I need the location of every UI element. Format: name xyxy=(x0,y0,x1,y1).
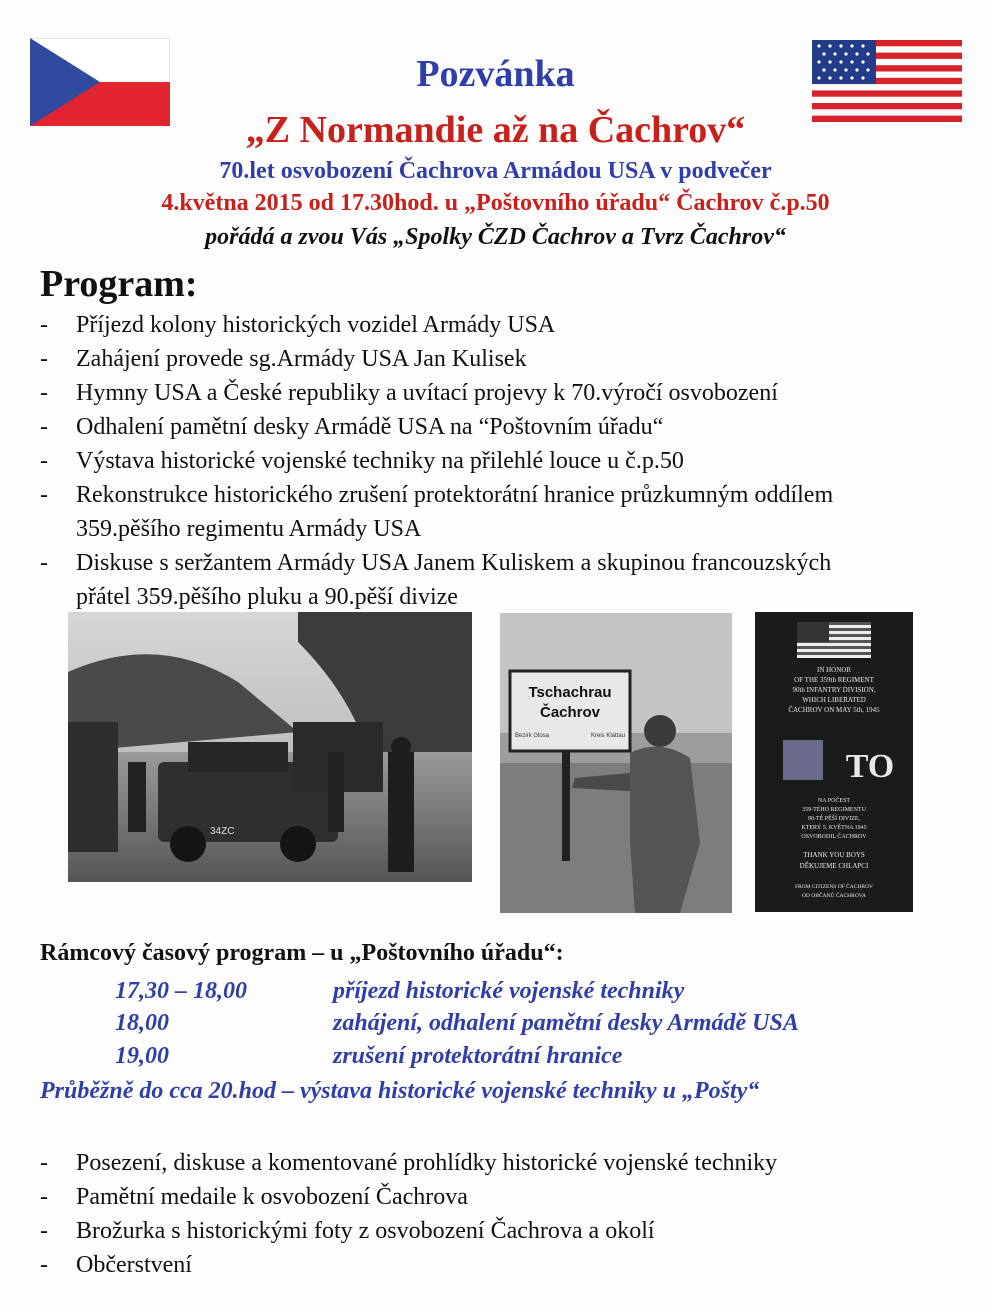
schedule-heading: Rámcový časový program – u „Poštovního úřadu“: xyxy=(40,940,564,966)
plaque-line: OD OBČANŮ ČACHROVA xyxy=(801,893,867,899)
list-item: - Občerstvení xyxy=(40,1252,192,1278)
plaque-line: DĚKUJEME CHLAPCI xyxy=(799,862,869,870)
list-item: - Odhalení pamětní desky Armádě USA na “Poštovním úřadu“ xyxy=(40,414,664,440)
plaque-line: IN HONOR xyxy=(816,666,852,674)
list-item: - Rekonstrukce historického zrušení protektorátní hranice průzkumným oddílem 359.pěšího regimentu Armády USA xyxy=(40,482,834,542)
plaque-line: ČACHROV ON MAY 5th, 1945 xyxy=(788,706,880,714)
program-heading: Program: xyxy=(40,263,198,305)
list-item: - Brožurka s historickými foty z osvobození Čachrova a okolí xyxy=(40,1218,655,1244)
date-location-line: 4.května 2015 od 17.30hod. u „Poštovního úřadu“ Čachrov č.p.50 xyxy=(161,190,830,216)
schedule-desc: zahájení, odhalení pamětní desky Armádě USA xyxy=(333,1010,799,1036)
sign-county-text: Kreis Klattau xyxy=(590,733,626,739)
organizers-line: pořádá a zvou Vás „Spolky ČZD Čachrov a Tvrz Čachrov“ xyxy=(205,224,786,250)
plaque-line: THANK YOU BOYS xyxy=(803,851,865,859)
sign-district-text: Bezirk Glosa xyxy=(514,733,550,739)
anniversary-line: 70.let osvobození Čachrova Armádou USA v podvečer xyxy=(219,158,772,184)
plaque-line: NA POČEST xyxy=(817,798,851,804)
invitation-title: Pozvánka xyxy=(416,53,575,95)
list-item: - Příjezd kolony historických vozidel Armády USA xyxy=(40,312,556,338)
event-subtitle: „Z Normandie až na Čachrov“ xyxy=(245,109,746,151)
plaque-line: 90-TÉ PĚŠÍ DIVIZE, xyxy=(807,816,861,822)
schedule-desc: zrušení protektorátní hranice xyxy=(333,1043,623,1069)
schedule-time: 19,00 xyxy=(115,1043,169,1069)
jeep-plate-text: 34ZC xyxy=(210,826,235,837)
sign-german-name: Tschachrau xyxy=(528,684,612,701)
plaque-line: KTERÝ 5. KVĚTNA 1945 xyxy=(801,825,867,831)
memorial-plaque-photo xyxy=(755,612,913,912)
list-item: - Hymny USA a České republiky a uvítací projevy k 70.výročí osvobození xyxy=(40,380,778,406)
sign-czech-name: Čachrov xyxy=(539,704,601,721)
program-list xyxy=(40,308,960,614)
list-item: - Posezení, diskuse a komentované prohlídky historické vojenské techniky xyxy=(40,1150,778,1176)
extras-list xyxy=(40,1146,960,1282)
plaque-line: OSVOBODIL ČACHROV xyxy=(801,834,867,840)
schedule-note: Průběžně do cca 20.hod – výstava historické vojenské techniky u „Pošty“ xyxy=(40,1078,760,1104)
plaque-line: WHICH LIBERATED xyxy=(802,696,866,704)
plaque-line: 359-TÉHO REGIMENTU xyxy=(802,807,866,813)
schedule-time: 17,30 – 18,00 xyxy=(115,978,247,1004)
regiment-badge-icon xyxy=(783,740,823,780)
list-item: - Výstava historické vojenské techniky na přilehlé louce u č.p.50 xyxy=(40,448,684,474)
plaque-line: OF THE 359th REGIMENT xyxy=(794,676,874,684)
schedule-desc: příjezd historické vojenské techniky xyxy=(333,978,685,1004)
list-item: - Pamětní medaile k osvobození Čachrova xyxy=(40,1184,468,1210)
division-emblem-icon: TO xyxy=(845,748,895,785)
plaque-line: 90th INFANTRY DIVISION, xyxy=(792,686,876,694)
list-item: - Zahájení provede sg.Armády USA Jan Kulisek xyxy=(40,346,527,372)
schedule-time: 18,00 xyxy=(115,1010,169,1036)
soldier-sign-photo xyxy=(500,613,732,913)
convoy-photo xyxy=(68,612,472,882)
list-item: - Diskuse s seržantem Armády USA Janem Kuliskem a skupinou francouzských přátel 359.pěšího pluku a 90.pěší divize xyxy=(40,550,832,610)
plaque-line: FROM CITIZENS OF ČACHROV xyxy=(794,884,874,890)
